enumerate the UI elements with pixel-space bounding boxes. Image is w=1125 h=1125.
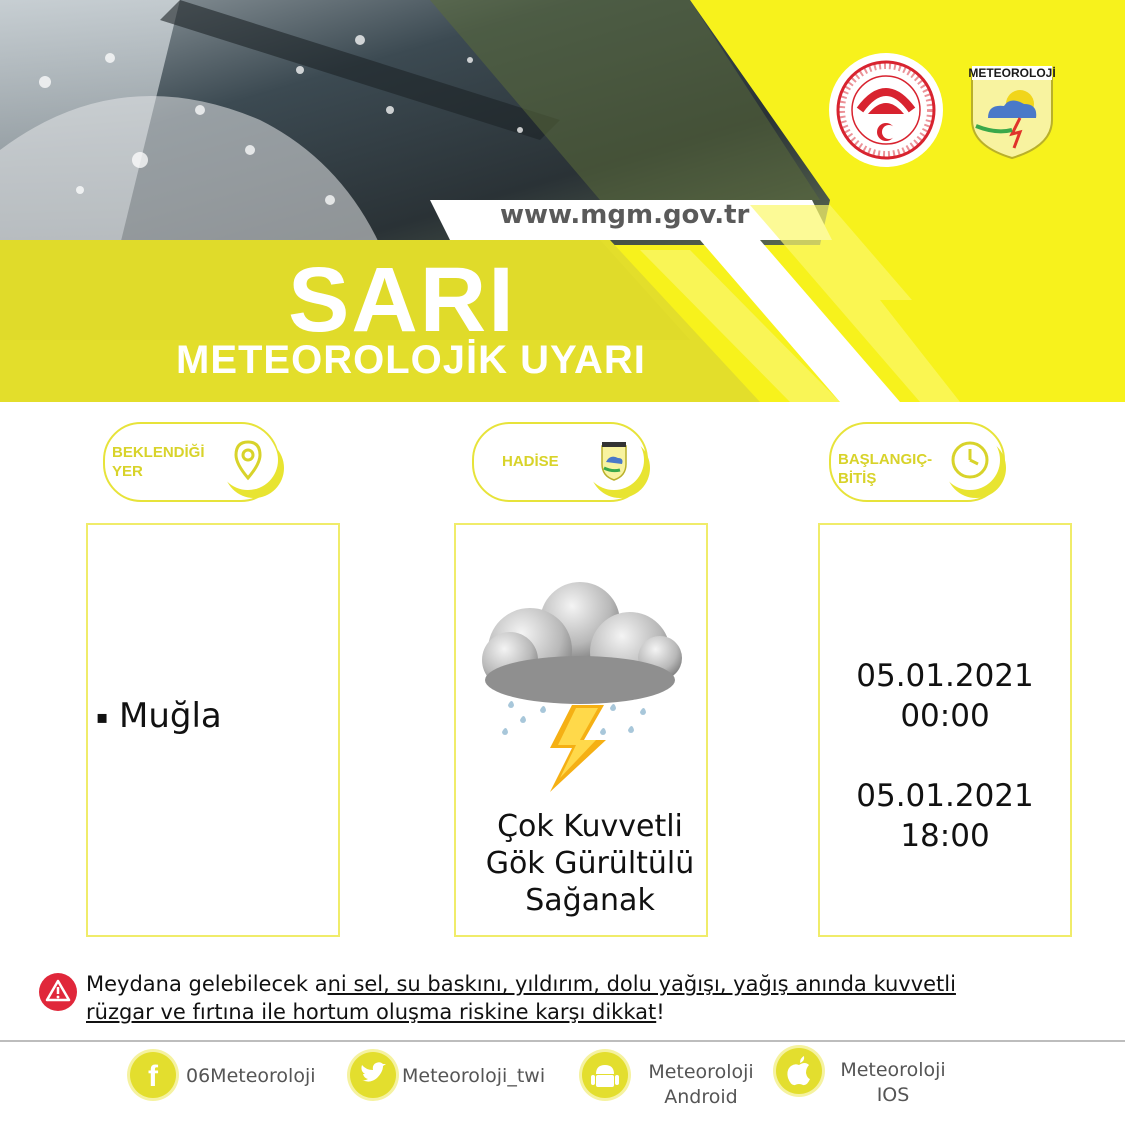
social-android-label[interactable] bbox=[636, 1060, 766, 1110]
warning-level-title: SARI bbox=[288, 249, 516, 351]
warning-underlined-2: rüzgar ve fırtına ile hortum oluşma riskine karşı dikkat bbox=[86, 1000, 657, 1024]
warning-underlined-1: ni sel, su baskını, yıldırım, dolu yağışı, yağış anında kuvvetli bbox=[327, 972, 956, 996]
social-android-line2: Android bbox=[664, 1086, 738, 1108]
social-facebook-label[interactable] bbox=[186, 1064, 316, 1089]
website-url[interactable]: www.mgm.gov.tr bbox=[500, 200, 750, 230]
social-ios-label[interactable] bbox=[828, 1058, 958, 1108]
clock-icon bbox=[940, 430, 1000, 490]
end-date: 05.01.2021 bbox=[856, 778, 1034, 814]
social-ios-line1: Meteoroloji bbox=[840, 1059, 946, 1081]
bullet-mark: ▪ bbox=[96, 707, 109, 728]
thunderstorm-cloud-icon bbox=[480, 580, 690, 795]
event-line3: Sağanak bbox=[525, 883, 655, 918]
pill-location-label bbox=[112, 443, 222, 481]
pill-period-label-line2: BİTİŞ bbox=[838, 470, 877, 487]
period-end bbox=[818, 776, 1072, 856]
pill-location-label-line1: BEKLENDİĞİ bbox=[112, 444, 205, 461]
warning-prefix: Meydana gelebilecek a bbox=[86, 972, 328, 996]
warning-subtitle: METEOROLOJİK UYARI bbox=[176, 338, 646, 382]
location-pin-icon bbox=[218, 430, 278, 490]
warning-triangle-icon bbox=[38, 972, 78, 1012]
facebook-icon[interactable] bbox=[130, 1052, 176, 1098]
period-start bbox=[818, 656, 1072, 736]
event-line1: Çok Kuvvetli bbox=[497, 809, 683, 844]
event-line2: Gök Gürültülü bbox=[485, 846, 695, 881]
warning-suffix: ! bbox=[656, 1000, 665, 1024]
facebook-glyph: f bbox=[148, 1060, 158, 1093]
footer-divider bbox=[0, 1040, 1125, 1042]
social-facebook-line1: 06Meteoroloji bbox=[186, 1065, 316, 1087]
meteoroloji-logo bbox=[966, 60, 1058, 160]
social-ios-line2: IOS bbox=[876, 1084, 910, 1106]
pill-location-label-line2: YER bbox=[112, 463, 143, 480]
start-date: 05.01.2021 bbox=[856, 658, 1034, 694]
social-twitter-label[interactable] bbox=[402, 1064, 545, 1089]
social-android-line1: Meteoroloji bbox=[648, 1061, 754, 1083]
twitter-icon[interactable] bbox=[350, 1052, 396, 1098]
location-name: Muğla bbox=[119, 696, 222, 736]
meteoroloji-logo-icon bbox=[584, 430, 644, 490]
location-item bbox=[96, 696, 222, 736]
event-description bbox=[454, 808, 726, 919]
apple-icon[interactable] bbox=[776, 1048, 822, 1094]
logo-text: METEOROLOJİ bbox=[968, 66, 1056, 80]
pill-period-label bbox=[838, 450, 948, 488]
end-time: 18:00 bbox=[900, 818, 990, 854]
pill-event-label: HADİSE bbox=[502, 453, 559, 470]
social-twitter-line1: Meteoroloji_twi bbox=[402, 1065, 546, 1087]
pill-period-label-line1: BAŞLANGIÇ- bbox=[838, 451, 933, 468]
warning-message bbox=[86, 970, 1086, 1026]
start-time: 00:00 bbox=[900, 698, 990, 734]
android-icon[interactable] bbox=[582, 1052, 628, 1098]
ministry-seal-logo bbox=[828, 52, 944, 168]
